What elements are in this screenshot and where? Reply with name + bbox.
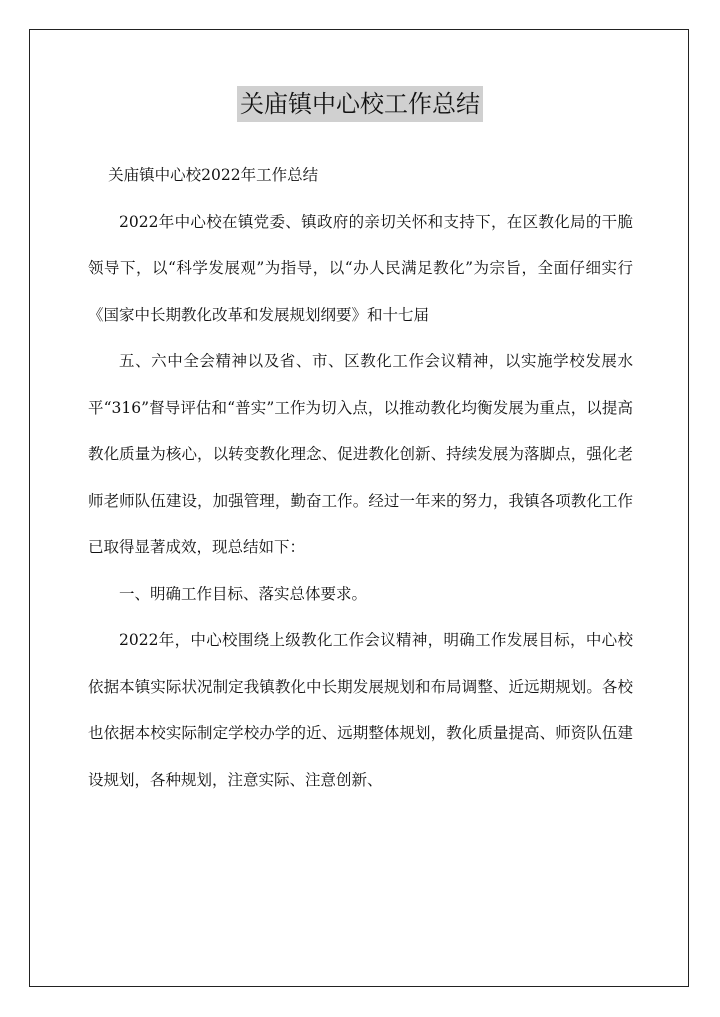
subtitle-paragraph: 关庙镇中心校2022年工作总结 — [108, 166, 319, 184]
document-body — [88, 152, 633, 803]
paragraph: 2022年中心校在镇党委、镇政府的亲切关怀和支持下，在区教化局的干脆领导下，以“科学发展观”为指导，以“办人民满足教化”为宗旨，全面仔细实行《国家中长期教化改革和发展规划纲要》和十七届 — [88, 212, 633, 324]
paragraph: 五、六中全会精神以及省、市、区教化工作会议精神，以实施学校发展水平“316”督导评估和“普实”工作为切入点，以推动教化均衡发展为重点，以提高教化质量为核心，以转变教化理念、促进教化创新、持续发展为落脚点，强化老师老师队伍建设，加强管理，勤奋工作。经过一年来的努力，我镇各项教化工作已取得显著成效，现总结如下： — [88, 352, 633, 556]
section-heading: 一、明确工作目标、落实总体要求。 — [119, 584, 368, 603]
paragraph: 2022年，中心校围绕上级教化工作会议精神，明确工作发展目标，中心校依据本镇实际状况制定我镇教化中长期发展规划和布局调整、近远期规划。各校也依据本校实际制定学校办学的近、远期整体规划，教化质量提高、师资队伍建设规划，各种规划，注意实际、注意创新、 — [88, 631, 633, 789]
title-container — [0, 86, 720, 122]
document-title: 关庙镇中心校工作总结 — [237, 86, 483, 122]
